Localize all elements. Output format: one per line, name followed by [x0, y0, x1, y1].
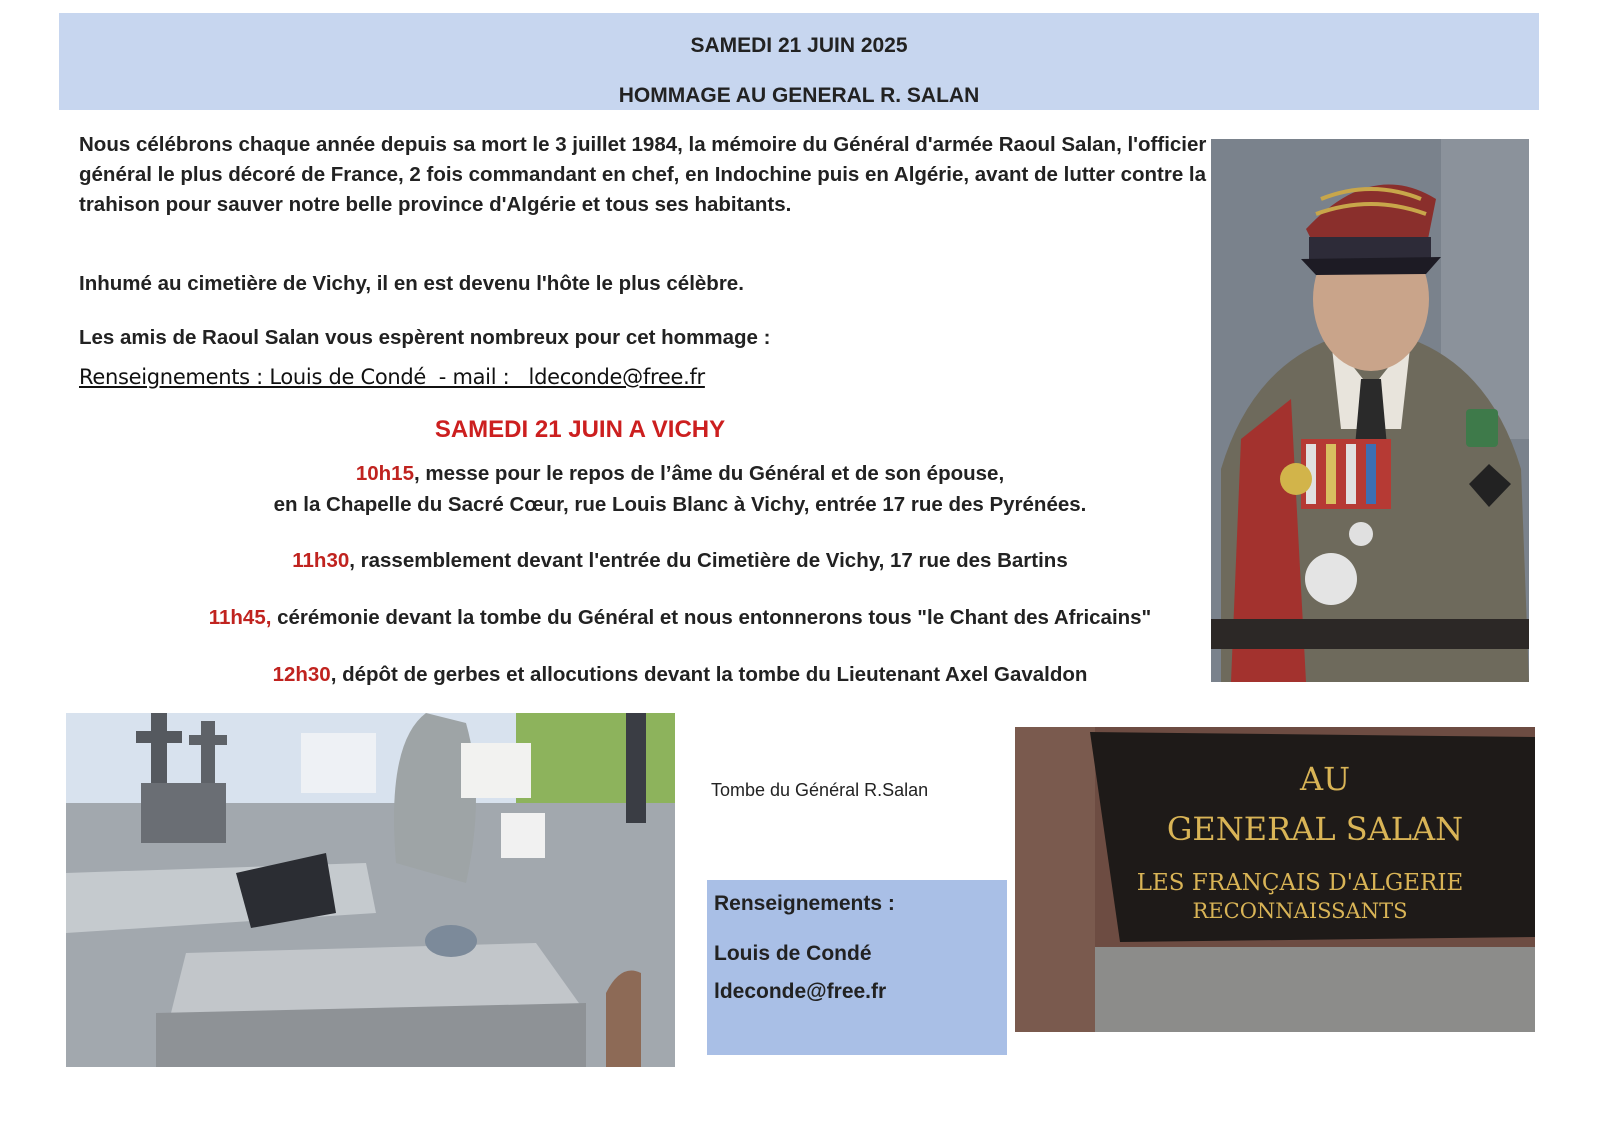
contact-box [707, 880, 1007, 1055]
schedule-item-3 [0, 606, 1360, 630]
invitation-paragraph: Les amis de Raoul Salan vous espèrent nombreux pour cet hommage : [79, 326, 771, 349]
tomb-caption: Tombe du Général R.Salan [711, 780, 929, 800]
burial-paragraph: Inhumé au cimetière de Vichy, il en est devenu l'hôte le plus célèbre. [79, 272, 744, 295]
schedule-item-2 [0, 549, 1360, 573]
event-subtitle: SAMEDI 21 JUIN A VICHY [434, 416, 726, 443]
schedule-time: 12h30 [272, 663, 331, 686]
schedule-item-1 [0, 462, 1360, 486]
header-date: SAMEDI 21 JUIN 2025 [690, 34, 908, 57]
contact-line: Renseignements : Louis de Condé - mail : ldeconde@free.fr [79, 365, 705, 389]
schedule-time: 11h30 [292, 549, 350, 572]
header-title: HOMMAGE AU GENERAL R. SALAN [618, 84, 980, 107]
cemetery-photo [66, 713, 675, 1067]
intro-text: Nous célébrons chaque année depuis sa mort le 3 juillet 1984, la mémoire du Général d'armée Raoul Salan, l'officier général le plus décoré de France, 2 fois commandant en chef, en Indochine puis en Algérie, avant de lutter contre la trahison pour sauver notre belle province d'Algérie et tous ses habitants. [79, 133, 1207, 216]
schedule-item-1-continued [0, 493, 1360, 517]
plaque-line-1: AU [1299, 760, 1351, 798]
intro-paragraph [79, 130, 1214, 220]
schedule-text: , messe pour le repos de l’âme du Général et de son épouse, [414, 462, 1005, 485]
header-banner [59, 13, 1539, 110]
schedule-text: en la Chapelle du Sacré Cœur, rue Louis Blanc à Vichy, entrée 17 rue des Pyrénées. [273, 493, 1087, 516]
plaque-line-3: LES FRANÇAIS D'ALGERIE [1136, 870, 1464, 896]
contact-box-name: Louis de Condé [714, 942, 872, 965]
contact-box-email: ldeconde@free.fr [714, 980, 887, 1003]
schedule-text: cérémonie devant la tombe du Général et nous entonnerons tous "le Chant des Africains" [271, 606, 1152, 629]
schedule-text: , dépôt de gerbes et allocutions devant la tombe du Lieutenant Axel Gavaldon [330, 663, 1088, 686]
schedule-item-4 [0, 663, 1360, 687]
plaque-photo [1015, 727, 1535, 1032]
schedule-text: , rassemblement devant l'entrée du Cimetière de Vichy, 17 rue des Bartins [349, 549, 1068, 572]
general-portrait-photo [1211, 139, 1529, 682]
schedule-time: 10h15 [355, 462, 414, 485]
contact-box-title: Renseignements : [714, 892, 895, 915]
plaque-line-4: RECONNAISSANTS [1192, 899, 1408, 923]
plaque-line-2: GENERAL SALAN [1166, 810, 1464, 848]
schedule-time: 11h45, [208, 606, 272, 629]
